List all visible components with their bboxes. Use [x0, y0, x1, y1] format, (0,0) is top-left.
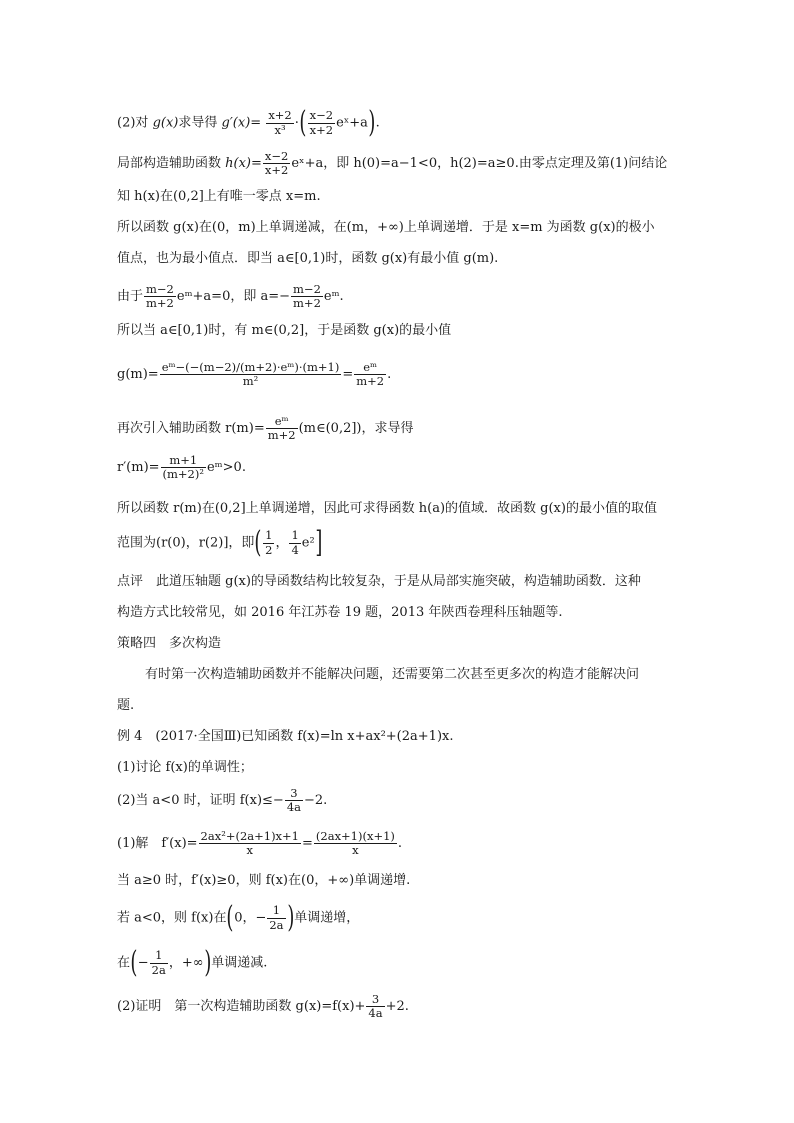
fraction: $\frac{\text{eᵐ}}{m+2}$: [267, 414, 296, 443]
text-line: 值点，也为最小值点．即当 a∈[0,1)时，函数 g(x)有最小值 g(m).: [117, 251, 499, 266]
line-range: 范围为(r(0)，r(2)]，即( $\frac{1}{2}$ ， $\frac{1}{4}$ e²]: [117, 525, 323, 560]
fraction: $\frac{\text{eᵐ}}{m+2}$: [356, 360, 385, 389]
fraction: $\frac{m+1}{\text{(m+2)²}}$: [162, 453, 204, 482]
comment-line: 点评 此道压轴题 g(x)的导函数结构比较复杂，于是从局部实施突破，构造辅助函数．这种: [117, 574, 641, 589]
fraction: $\frac{x+2}{\text{x³}}$: [268, 108, 292, 137]
text-line: 所以当 a∈[0,1)时，有 m∈(0,2]，于是函数 g(x)的最小值: [117, 323, 452, 338]
line-derivative-g: (2)对 g(x)求导得 g′(x)= $\frac{x+2}{\text{x³}}$ ·( $\frac{x-2}{x+2}$ eˣ+a).: [117, 105, 380, 140]
line-local-construct: 局部构造辅助函数 h(x)= $\frac{x-2}{x+2}$ eˣ+a，即 h(0)=a−1<0，h(2)=a≥0.由零点定理及第(1)问结论: [117, 149, 668, 178]
section-heading: 策略四 多次构造: [117, 636, 222, 651]
fraction: $\frac{m-2}{m+2}$: [293, 282, 321, 311]
line-gm: g(m)= $\frac{\text{eᵐ−(−(m−2)/(m+2)·eᵐ)·(m+1)}}{\text{m²}}$ = $\frac{\text{eᵐ}}{m+2}$ .: [117, 360, 392, 389]
fraction: $\frac{\text{eᵐ−(−(m−2)/(m+2)·eᵐ)·(m+1)}}{\text{m²}}$: [161, 360, 340, 389]
paragraph-line: 有时第一次构造辅助函数并不能解决问题，还需要第二次甚至更多次的构造才能解决问: [145, 667, 640, 682]
fraction: $\frac{m-2}{m+2}$: [146, 282, 174, 311]
question-2: (2)当 a<0 时，证明 f(x)≤− $\frac{3}{4a}$ −2.: [117, 786, 328, 815]
fraction: $\frac{\text{2ax²+(2a+1)x+1}}{x}$: [200, 829, 299, 858]
example-title: 例 4 (2017·全国Ⅲ)已知函数 f(x)=ln x+ax²+(2a+1)x.: [117, 729, 454, 744]
fraction: $\frac{3}{4a}$: [368, 992, 383, 1021]
text-line: 所以函数 g(x)在(0，m)上单调递减，在(m，+∞)上单调递增．于是 x=m 为函数 g(x)的极小: [117, 220, 655, 235]
text-line: 当 a≥0 时，f′(x)≥0，则 f(x)在(0，+∞)单调递增.: [117, 873, 411, 888]
fraction: $\frac{(2ax+1)(x+1)}{x}$: [315, 829, 395, 858]
solution-1: (1)解 f′(x)= $\frac{\text{2ax²+(2a+1)x+1}}{x}$ = $\frac{(2ax+1)(x+1)}{x}$ .: [117, 829, 403, 858]
fraction: $\frac{1}{2a}$: [269, 903, 284, 932]
line-decreasing: 在(− $\frac{1}{2a}$ ，+∞)单调递减.: [117, 945, 268, 980]
line-rm-derivative: r′(m)= $\frac{m+1}{\text{(m+2)²}}$ eᵐ>0.: [117, 453, 246, 482]
proof-2: (2)证明 第一次构造辅助函数 g(x)=f(x)+ $\frac{3}{4a}$ +2.: [117, 992, 409, 1021]
fraction: $\frac{3}{4a}$: [286, 786, 301, 815]
text-line: 知 h(x)在(0,2]上有唯一零点 x=m.: [117, 189, 321, 204]
line-since: 由于 $\frac{m-2}{m+2}$ eᵐ+a=0，即 a=− $\frac{m-2}{m+2}$ eᵐ.: [117, 282, 344, 311]
fraction: $\frac{1}{2a}$: [151, 948, 166, 977]
comment-line: 构造方式比较常见，如 2016 年江苏卷 19 题，2013 年陕西卷理科压轴题等.: [117, 605, 563, 620]
line-increasing: 若 a<0，则 f(x)在(0，− $\frac{1}{2a}$ )单调递增，: [117, 900, 360, 935]
fraction: $\frac{1}{4}$: [291, 528, 299, 557]
line-rm: 再次引入辅助函数 r(m)= $\frac{\text{eᵐ}}{m+2}$ (m∈(0,2])，求导得: [117, 414, 414, 443]
fraction: $\frac{x-2}{x+2}$: [264, 149, 289, 178]
question-1: (1)讨论 f(x)的单调性；: [117, 760, 253, 775]
text-line: 所以函数 r(m)在(0,2]上单调递增，因此可求得函数 h(a)的值域．故函数 g(x)的最小值的取值: [117, 501, 657, 516]
fraction: $\frac{1}{2}$: [265, 528, 273, 557]
paragraph-line: 题.: [117, 698, 135, 713]
fraction: $\frac{x-2}{x+2}$: [309, 108, 334, 137]
